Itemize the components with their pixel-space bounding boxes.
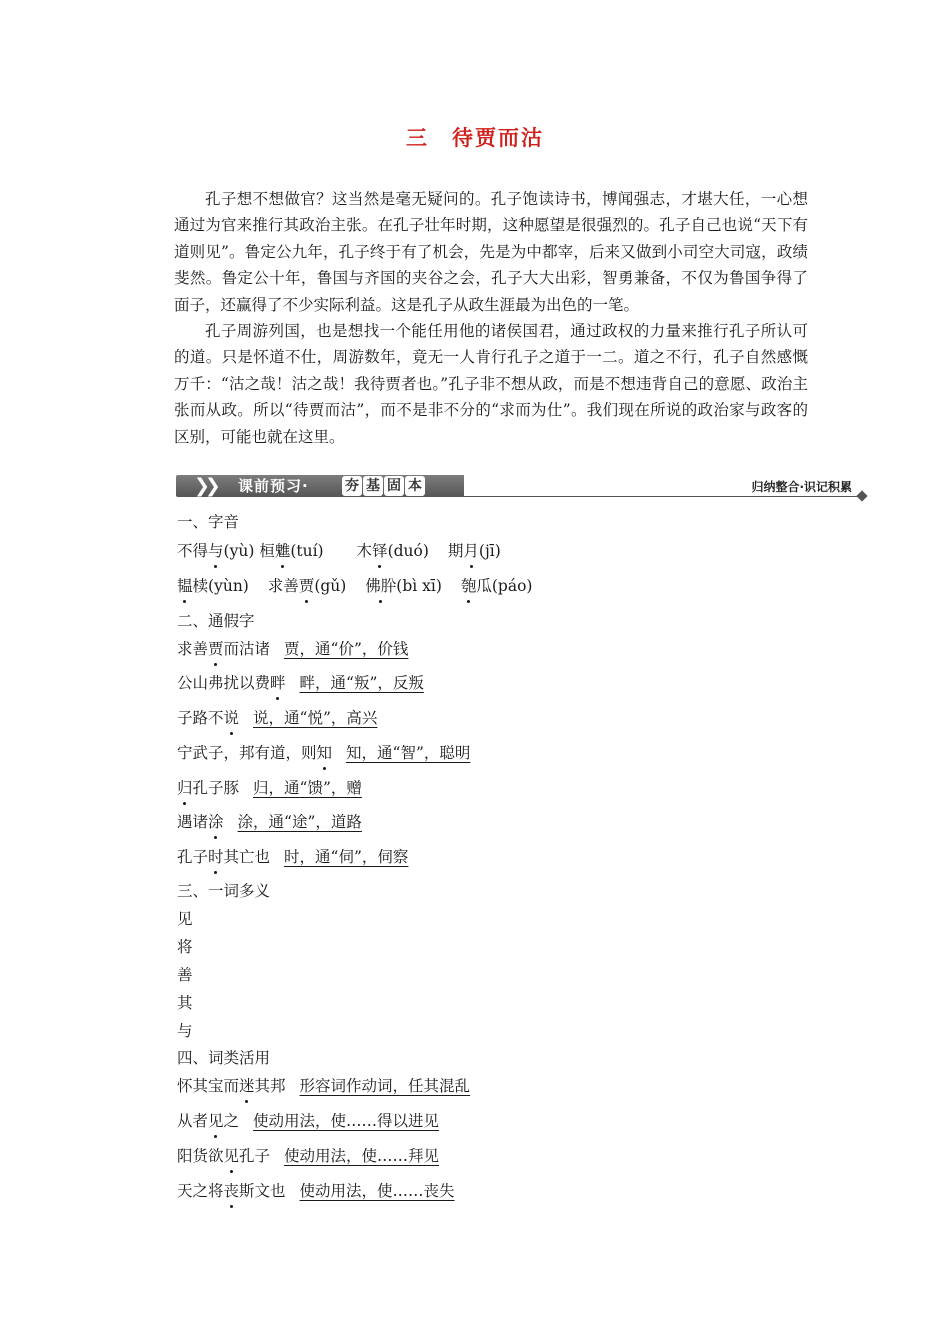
pinyin: (yù) (223, 542, 255, 560)
dotted-char: 贾 (299, 574, 315, 596)
polysemy-word: 善 (177, 966, 193, 984)
section-heading-loan-characters: 二、通假字 (177, 612, 255, 630)
pinyin: (jī) (478, 542, 501, 560)
word-text: 求善 (267, 577, 299, 595)
dotted-char: 魋 (275, 539, 291, 561)
pronunciation-row-2 (177, 574, 532, 596)
section-heading-pronunciation: 一、字音 (177, 513, 240, 531)
loan-character-item: 求善贾而沽诸 贾，通“价”，价钱 (177, 637, 408, 659)
answer: 使动用法，使……丧失 (299, 1182, 455, 1200)
section-heading-word-class: 四、词类活用 (177, 1049, 271, 1067)
answer: 贾，通“价”，价钱 (284, 640, 409, 658)
banner-char: 夯 (342, 476, 362, 496)
answer: 使动用法，使……拜见 (284, 1147, 440, 1165)
page-title: 三 待贾而沽 (406, 126, 544, 150)
double-chevron-icon: ❯❯ (194, 475, 216, 497)
pinyin: (tuí) (290, 542, 324, 560)
banner-divider (464, 496, 862, 497)
dotted-char: 佛肸 (365, 574, 396, 596)
banner-subtitle (342, 475, 425, 497)
answer: 时，通“伺”，伺察 (284, 848, 409, 866)
polysemy-word: 其 (177, 994, 193, 1012)
answer: 知，通“智”，聪明 (346, 744, 471, 762)
section-banner (176, 472, 866, 500)
answer: 使动用法，使……得以进见 (253, 1112, 440, 1130)
dotted-char: 匏 (461, 574, 477, 596)
pinyin: (páo) (491, 577, 533, 595)
pinyin: (duó) (387, 542, 429, 560)
diamond-icon (856, 490, 867, 501)
banner-label: 课前预习· (238, 477, 309, 495)
pinyin: (yùn) (208, 577, 249, 595)
word-class-item: 阳货欲见孔子 使动用法，使……拜见 (177, 1144, 439, 1166)
intro-text (174, 186, 808, 450)
answer: 说，通“悦”，高兴 (253, 709, 378, 727)
intro-paragraph-2: 孔子周游列国，也是想找一个能任用他的诸侯国君，通过政权的力量来推行孔子所认可的道。只是怀道不仕，周游数年，竟无一人肯行孔子之道于一二。道之不行，孔子自然感慨万千：“沽之哉！沽之哉！我待贾者也。”孔子非不想从政，而是不想违背自己的意愿、政治主张而从政。所以“待贾而沽”，而不是非不分的“求而为仕”。我们现在所说的政治家与政客的区别，可能也就在这里。 (174, 322, 808, 446)
banner-char: 基 (363, 476, 383, 496)
word-text: 期 (447, 542, 464, 560)
banner-right-label: 归纳整合·识记积累 (751, 480, 852, 494)
polysemy-word: 见 (177, 910, 193, 928)
word-class-item: 天之将丧斯文也 使动用法，使……丧失 (177, 1179, 455, 1201)
word-text: 木 (356, 542, 373, 560)
loan-character-item: 宁武子，邦有道，则知 知，通“智”，聪明 (177, 741, 470, 763)
polysemy-word: 将 (177, 938, 193, 956)
word-text: 瓜 (476, 577, 492, 595)
word-class-item: 怀其宝而迷其邦 形容词作动词，任其混乱 (177, 1074, 470, 1096)
word-text: 椟 (192, 577, 209, 595)
dotted-char: 与 (208, 539, 224, 561)
loan-character-item: 孔子时其亡也 时，通“伺”，伺察 (177, 845, 408, 867)
dotted-char: 月 (463, 539, 479, 561)
answer: 畔，通“叛”，反叛 (299, 674, 424, 692)
intro-paragraph-1: 孔子想不想做官？这当然是毫无疑问的。孔子饱读诗书，博闻强志，才堪大任，一心想通过为官来推行其政治主张。在孔子壮年时期，这种愿望是很强烈的。孔子自己也说“天下有道则见”。鲁定公九年，孔子终于有了机会，先是为中都宰，后来又做到小司空大司寇，政绩斐然。鲁定公十年，鲁国与齐国的夹谷之会，孔子大大出彩，智勇兼备，不仅为鲁国争得了面子，还赢得了不少实际利益。这是孔子从政生涯最为出色的一笔。 (174, 190, 808, 314)
loan-character-item: 公山弗扰以费畔 畔，通“叛”，反叛 (177, 671, 424, 693)
answer: 形容词作动词，任其混乱 (299, 1077, 471, 1095)
banner-char: 固 (384, 476, 404, 496)
loan-character-item: 遇诸涂 涂，通“途”，道路 (177, 810, 362, 832)
loan-character-item: 归孔子豚 归，通“馈”，赠 (177, 776, 362, 798)
banner-char: 本 (405, 476, 425, 496)
word-class-item: 从者见之 使动用法，使……得以进见 (177, 1109, 439, 1131)
loan-character-item: 子路不说 说，通“悦”，高兴 (177, 706, 377, 728)
word-text: 不得 (177, 542, 209, 560)
pinyin: (gǔ) (314, 577, 347, 595)
pinyin: (bì xī) (396, 577, 442, 595)
banner-bar (176, 475, 464, 497)
answer: 归，通“馈”，赠 (253, 779, 362, 797)
answer: 涂，通“途”，道路 (237, 813, 362, 831)
word-text: 桓 (259, 542, 275, 560)
polysemy-word: 与 (177, 1022, 193, 1040)
pronunciation-row-1 (177, 539, 501, 561)
section-heading-polysemy: 三、一词多义 (177, 882, 271, 900)
dotted-char: 铎 (372, 539, 388, 561)
dotted-char: 韫 (177, 574, 193, 596)
